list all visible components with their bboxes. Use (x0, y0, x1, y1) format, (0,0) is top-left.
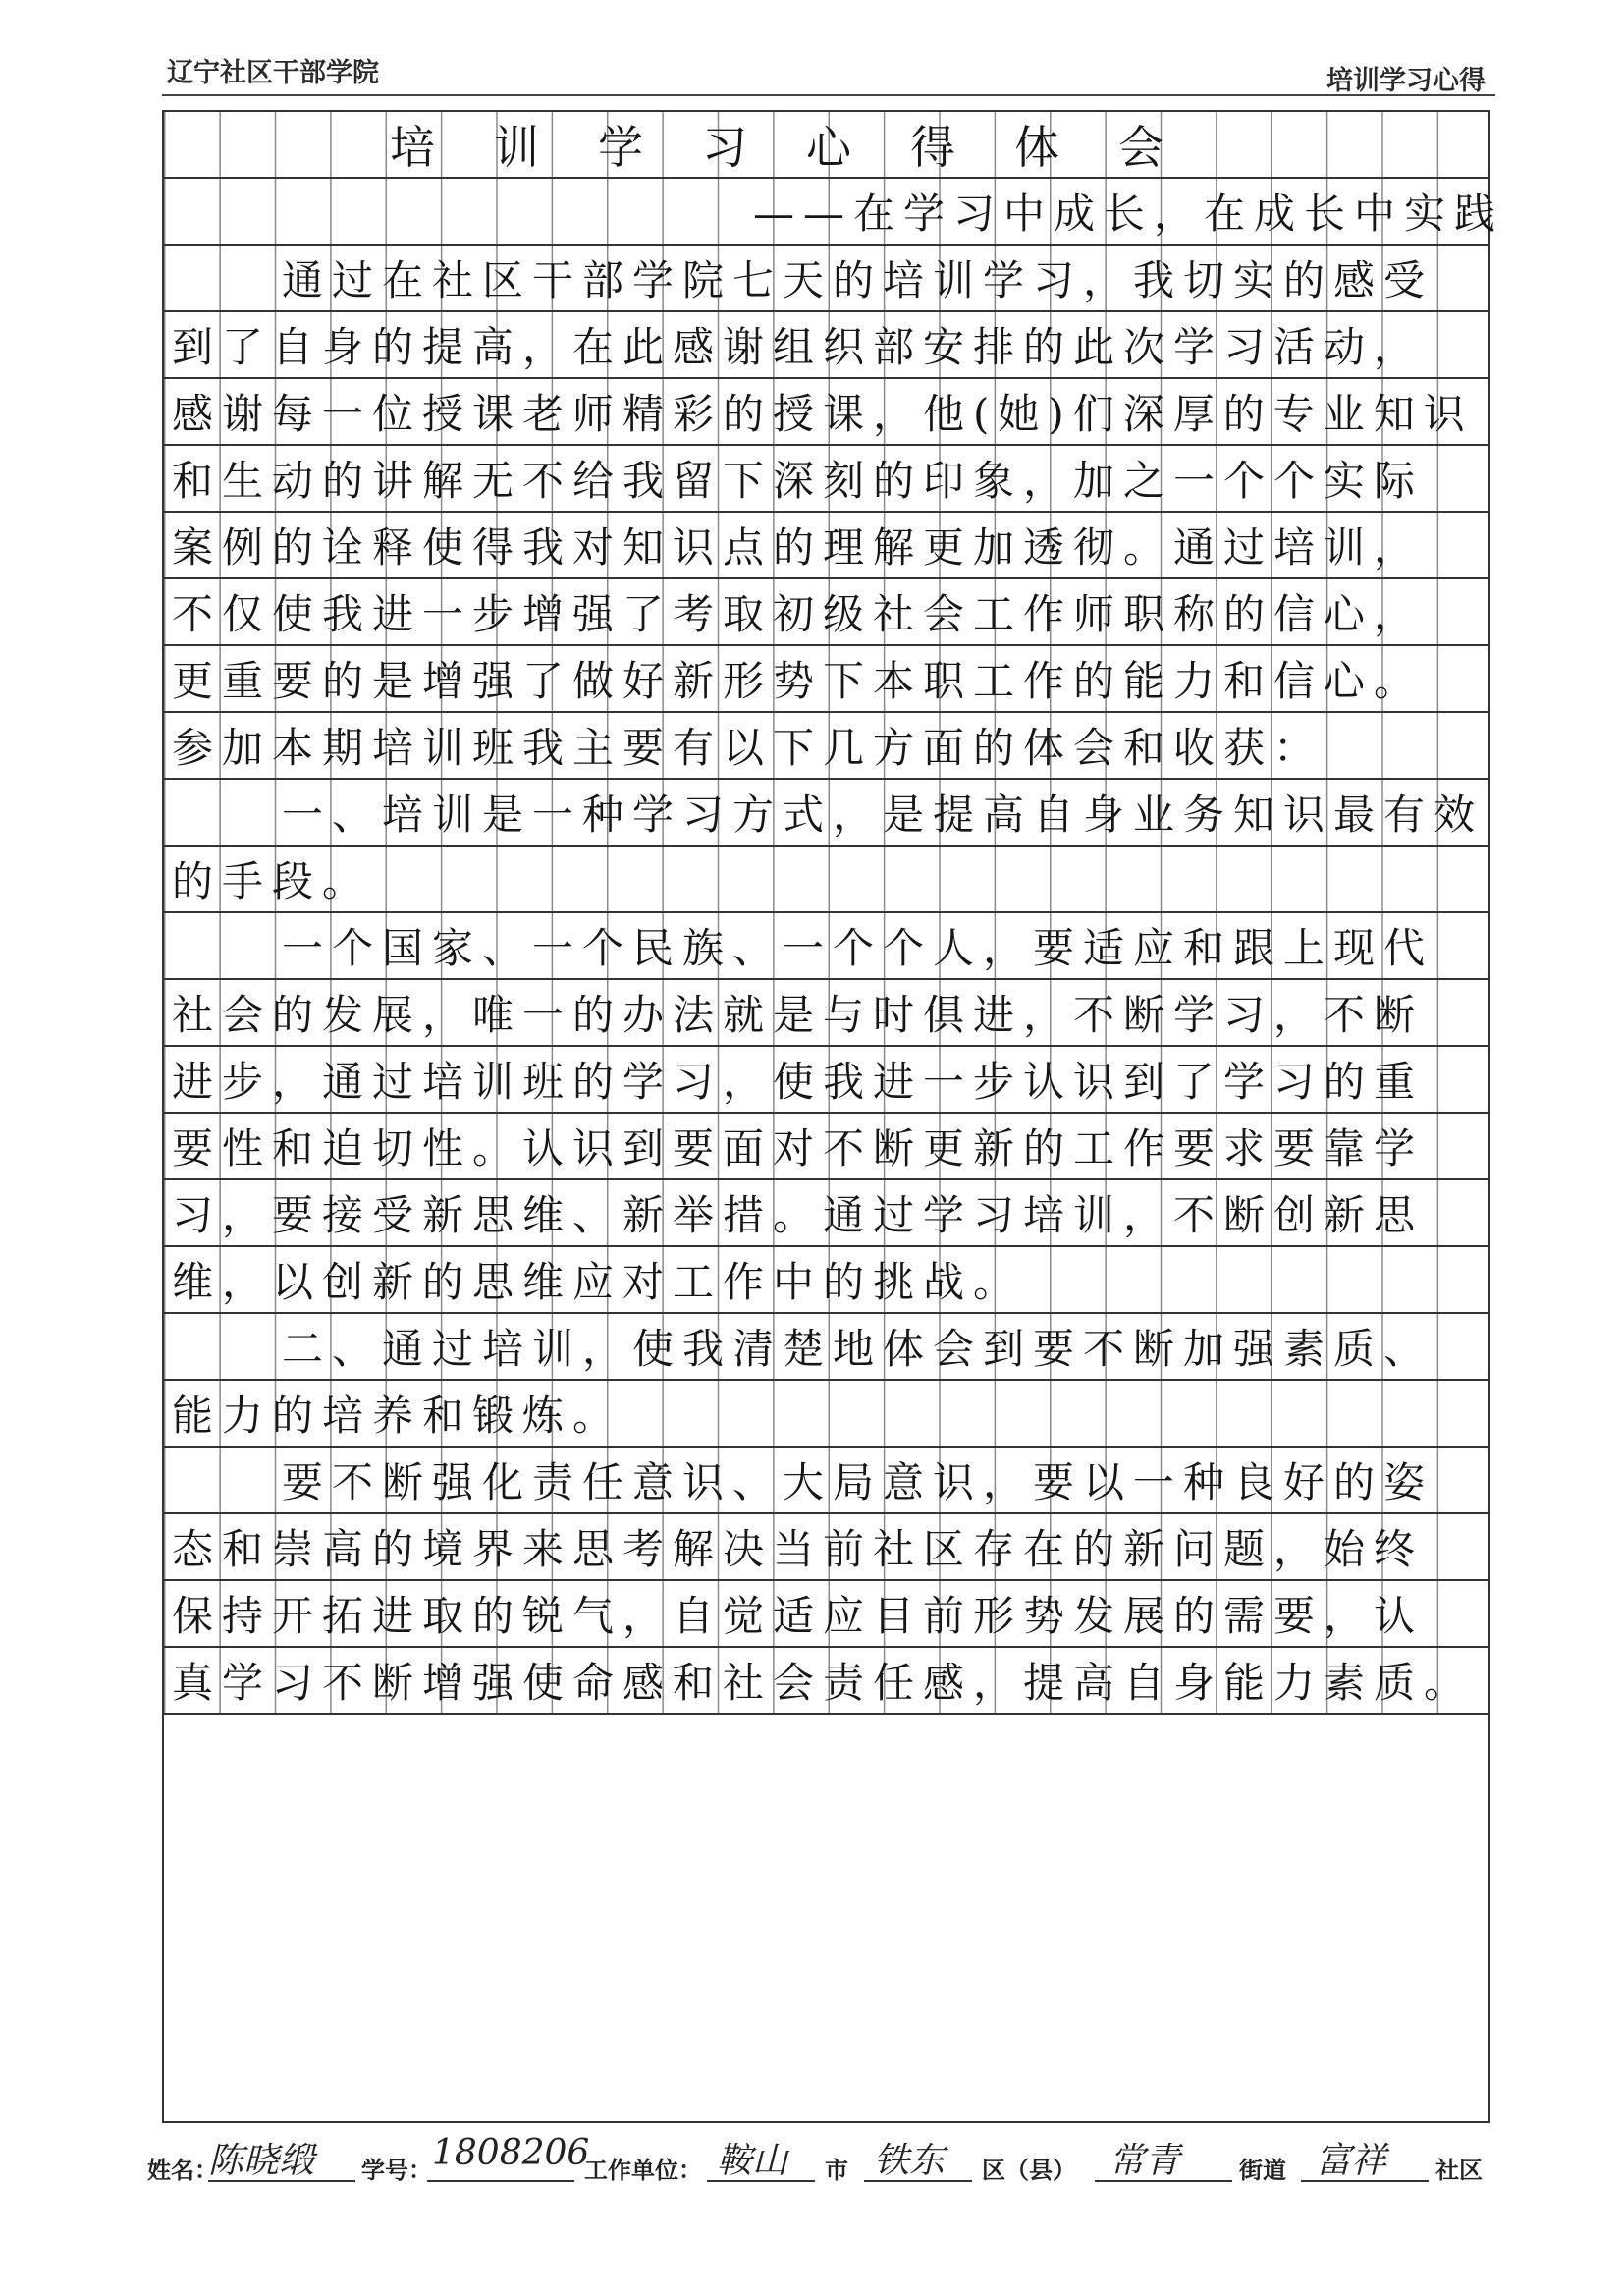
grid-row (164, 379, 1488, 446)
grid-row (164, 1581, 1488, 1648)
text-line: 社会的发展，唯一的办法就是与时俱进，不断学习，不断 (172, 991, 1425, 1039)
text-line: 通过在社区干部学院七天的培训学习，我切实的感受 (282, 256, 1434, 304)
text-line: 更重要的是增强了做好新形势下本职工作的能力和信心。 (172, 657, 1425, 705)
street-value: 常青 (1109, 2141, 1181, 2181)
name-underline (208, 2180, 355, 2182)
grid-row (164, 913, 1488, 980)
text-line: 一、培训是一种学习方式，是提高自身业务知识最有效 (282, 791, 1485, 839)
grid-row (164, 446, 1488, 513)
grid-row (164, 1114, 1488, 1180)
street-underline (1095, 2180, 1232, 2182)
city-underline (707, 2180, 815, 2182)
grid-row (164, 579, 1488, 646)
district-underline (864, 2180, 972, 2182)
district-value: 铁东 (874, 2141, 946, 2181)
text-line: 和生动的讲解无不给我留下深刻的印象，加之一个个实际 (172, 457, 1425, 505)
text-line: 一个国家、一个民族、一个个人，要适应和跟上现代 (282, 924, 1434, 972)
grid-row (164, 312, 1488, 379)
essay-title: 培训学习心得体会 (390, 121, 1222, 174)
header-doc-type: 培训学习心得 (1326, 66, 1486, 96)
text-line: 案例的诠释使得我对知识点的理解更加透彻。通过培训， (172, 523, 1425, 572)
text-line: 感谢每一位授课老师精彩的授课，他(她)们深厚的专业知识 (172, 390, 1474, 438)
name-value: 陈晓缎 (208, 2141, 315, 2181)
text-line: 二、通过培训，使我清楚地体会到要不断加强素质、 (282, 1325, 1434, 1373)
city-unit: 市 (825, 2157, 848, 2184)
community-unit: 社区 (1435, 2157, 1483, 2184)
grid-row (164, 1381, 1488, 1448)
essay-subtitle: ——在学习中成长，在成长中实践 (753, 190, 1505, 238)
id-underline (427, 2180, 574, 2182)
grid-row (164, 980, 1488, 1047)
text-line: 习，要接受新思维、新举措。通过学习培训，不断创新思 (172, 1191, 1425, 1239)
text-line: 到了自身的提高，在此感谢组织部安排的此次学习活动， (172, 323, 1425, 371)
text-line: 态和崇高的境界来思考解决当前社区存在的新问题，始终 (172, 1525, 1425, 1573)
grid-row (164, 646, 1488, 713)
work-label: 工作单位： (584, 2157, 702, 2184)
header-institution: 辽宁社区干部学院 (167, 58, 379, 88)
id-value: 1808206 (432, 2133, 590, 2173)
grid-row (164, 1047, 1488, 1114)
street-unit: 街道 (1239, 2157, 1286, 2184)
text-line: 保持开拓进取的锐气，自觉适应目前形势发展的需要，认 (172, 1592, 1425, 1640)
grid-row (164, 1448, 1488, 1514)
community-underline (1301, 2180, 1429, 2182)
footer-info (147, 2133, 1502, 2192)
grid-row (164, 780, 1488, 847)
grid-row (164, 1648, 1488, 1715)
grid-row (164, 713, 1488, 780)
text-line: 维，以创新的思维应对工作中的挑战。 (172, 1258, 1024, 1306)
text-line: 要不断强化责任意识、大局意识，要以一种良好的姿 (282, 1458, 1434, 1506)
grid-row (164, 1180, 1488, 1247)
district-unit: 区（县） (982, 2157, 1076, 2184)
text-line: 的手段。 (172, 857, 373, 905)
text-line: 要性和迫切性。认识到要面对不断更新的工作要求要靠学 (172, 1124, 1425, 1173)
text-line: 进步，通过培训班的学习，使我进一步认识到了学习的重 (172, 1058, 1425, 1106)
writing-grid (162, 110, 1505, 2123)
grid-row (164, 1314, 1488, 1381)
city-value: 鞍山 (717, 2141, 788, 2181)
name-label: 姓名： (147, 2157, 218, 2184)
community-value: 富祥 (1316, 2141, 1387, 2181)
id-label: 学号： (361, 2157, 432, 2184)
header-rule (162, 94, 1495, 96)
text-line: 真学习不断增强使命感和社会责任感，提高自身能力素质。 (172, 1659, 1475, 1707)
grid-row (164, 513, 1488, 579)
grid-row-title (164, 112, 1488, 179)
grid-row-subtitle (164, 179, 1505, 246)
text-line: 不仅使我进一步增强了考取初级社会工作师职称的信心， (172, 590, 1425, 638)
grid-row (164, 246, 1488, 312)
text-line: 参加本期培训班我主要有以下几方面的体会和收获： (172, 724, 1325, 772)
grid-row (164, 1514, 1488, 1581)
grid-row (164, 847, 1488, 913)
text-line: 能力的培养和锻炼。 (172, 1392, 623, 1440)
grid-row (164, 1247, 1488, 1314)
